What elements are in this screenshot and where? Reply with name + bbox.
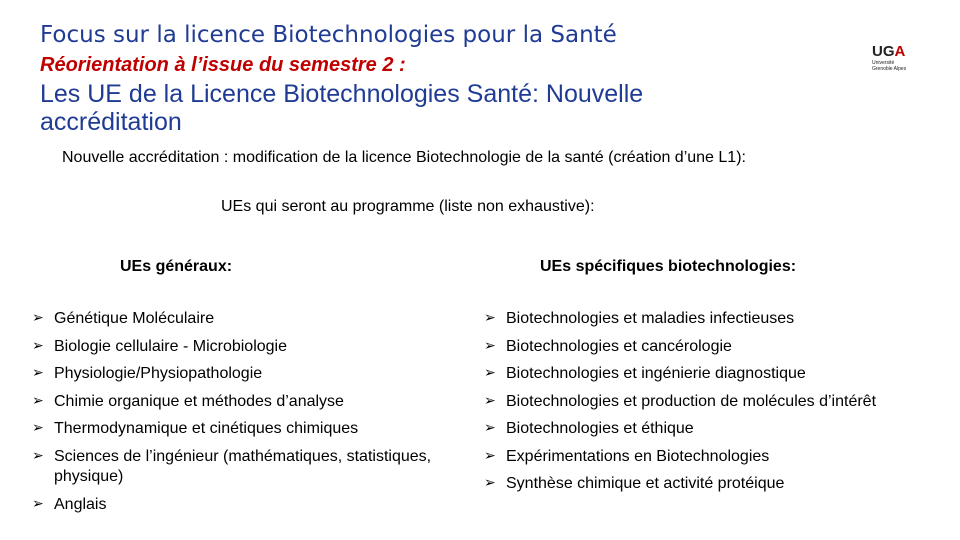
specific-ue-heading: UEs spécifiques biotechnologies: [540, 258, 797, 275]
intro-text: Nouvelle accréditation : modification de la licence Biotechnologie de la santé (création d’une L1): [62, 149, 746, 166]
list-item [32, 443, 432, 491]
list-item [32, 360, 432, 388]
list-item-label: Physiologie/Physiopathologie [54, 365, 263, 382]
list-item-label: Biotechnologies et production de molécules d’intérêt [506, 392, 877, 410]
general-ue-list [32, 305, 432, 518]
list-item-label: Biologie cellulaire - Microbiologie [54, 337, 287, 355]
arrow-bullet-icon: ➢ [484, 365, 496, 381]
slide-subtitle: Réorientation à l’issue du semestre 2 : [40, 54, 406, 76]
list-item [484, 360, 954, 388]
list-item-label: Synthèse chimique et activité protéique [506, 475, 785, 492]
list-item-label: Anglais [54, 495, 107, 513]
slide-title: Focus sur la licence Biotechnologies pour la Santé [40, 22, 617, 48]
arrow-bullet-icon: ➢ [484, 337, 496, 354]
list-item-label: Biotechnologies et maladies infectieuses [506, 310, 795, 327]
logo-accent-letter: A [894, 43, 906, 60]
arrow-bullet-icon: ➢ [484, 392, 496, 409]
arrow-bullet-icon: ➢ [32, 310, 44, 326]
arrow-bullet-icon: ➢ [32, 420, 44, 436]
arrow-bullet-icon: ➢ [484, 310, 496, 326]
list-item-label: Génétique Moléculaire [54, 310, 215, 327]
list-item [484, 443, 954, 471]
arrow-bullet-icon: ➢ [484, 420, 496, 436]
list-item-label: Sciences de l’ingénieur (mathématiques, statistiques, physique) [54, 447, 432, 485]
list-item-label: Thermodynamique et cinétiques chimiques [54, 420, 359, 437]
list-item [484, 333, 954, 361]
list-item-label: Biotechnologies et ingénierie diagnostique [506, 365, 806, 382]
list-item [484, 415, 954, 443]
list-item [484, 305, 954, 333]
list-item [484, 388, 954, 416]
general-ue-heading: UEs généraux: [120, 258, 233, 275]
list-item-label: Expérimentations en Biotechnologies [506, 447, 770, 465]
list-item [484, 470, 954, 498]
arrow-bullet-icon: ➢ [32, 447, 44, 464]
list-item [32, 491, 432, 519]
logo-line-2: Grenoble Alpes [872, 66, 907, 72]
logo-line-1: Université [872, 60, 895, 66]
arrow-bullet-icon: ➢ [484, 447, 496, 464]
list-item-label: Biotechnologies et cancérologie [506, 337, 732, 355]
logo-letters: UG [872, 43, 895, 60]
list-item-label: Chimie organique et méthodes d’analyse [54, 392, 344, 410]
uga-logo [872, 44, 924, 78]
subintro-text: UEs qui seront au programme (liste non exhaustive): [221, 198, 595, 215]
arrow-bullet-icon: ➢ [32, 337, 44, 354]
arrow-bullet-icon: ➢ [32, 392, 44, 409]
slide-heading: Les UE de la Licence Biotechnologies Santé: Nouvelle accréditation [40, 80, 644, 136]
list-item [32, 305, 432, 333]
list-item [32, 388, 432, 416]
list-item [32, 415, 432, 443]
arrow-bullet-icon: ➢ [484, 475, 496, 491]
list-item [32, 333, 432, 361]
arrow-bullet-icon: ➢ [32, 495, 44, 512]
arrow-bullet-icon: ➢ [32, 365, 44, 381]
specific-ue-list [484, 305, 954, 498]
logo-wordmark [872, 44, 924, 60]
list-item-label: Biotechnologies et éthique [506, 420, 694, 437]
